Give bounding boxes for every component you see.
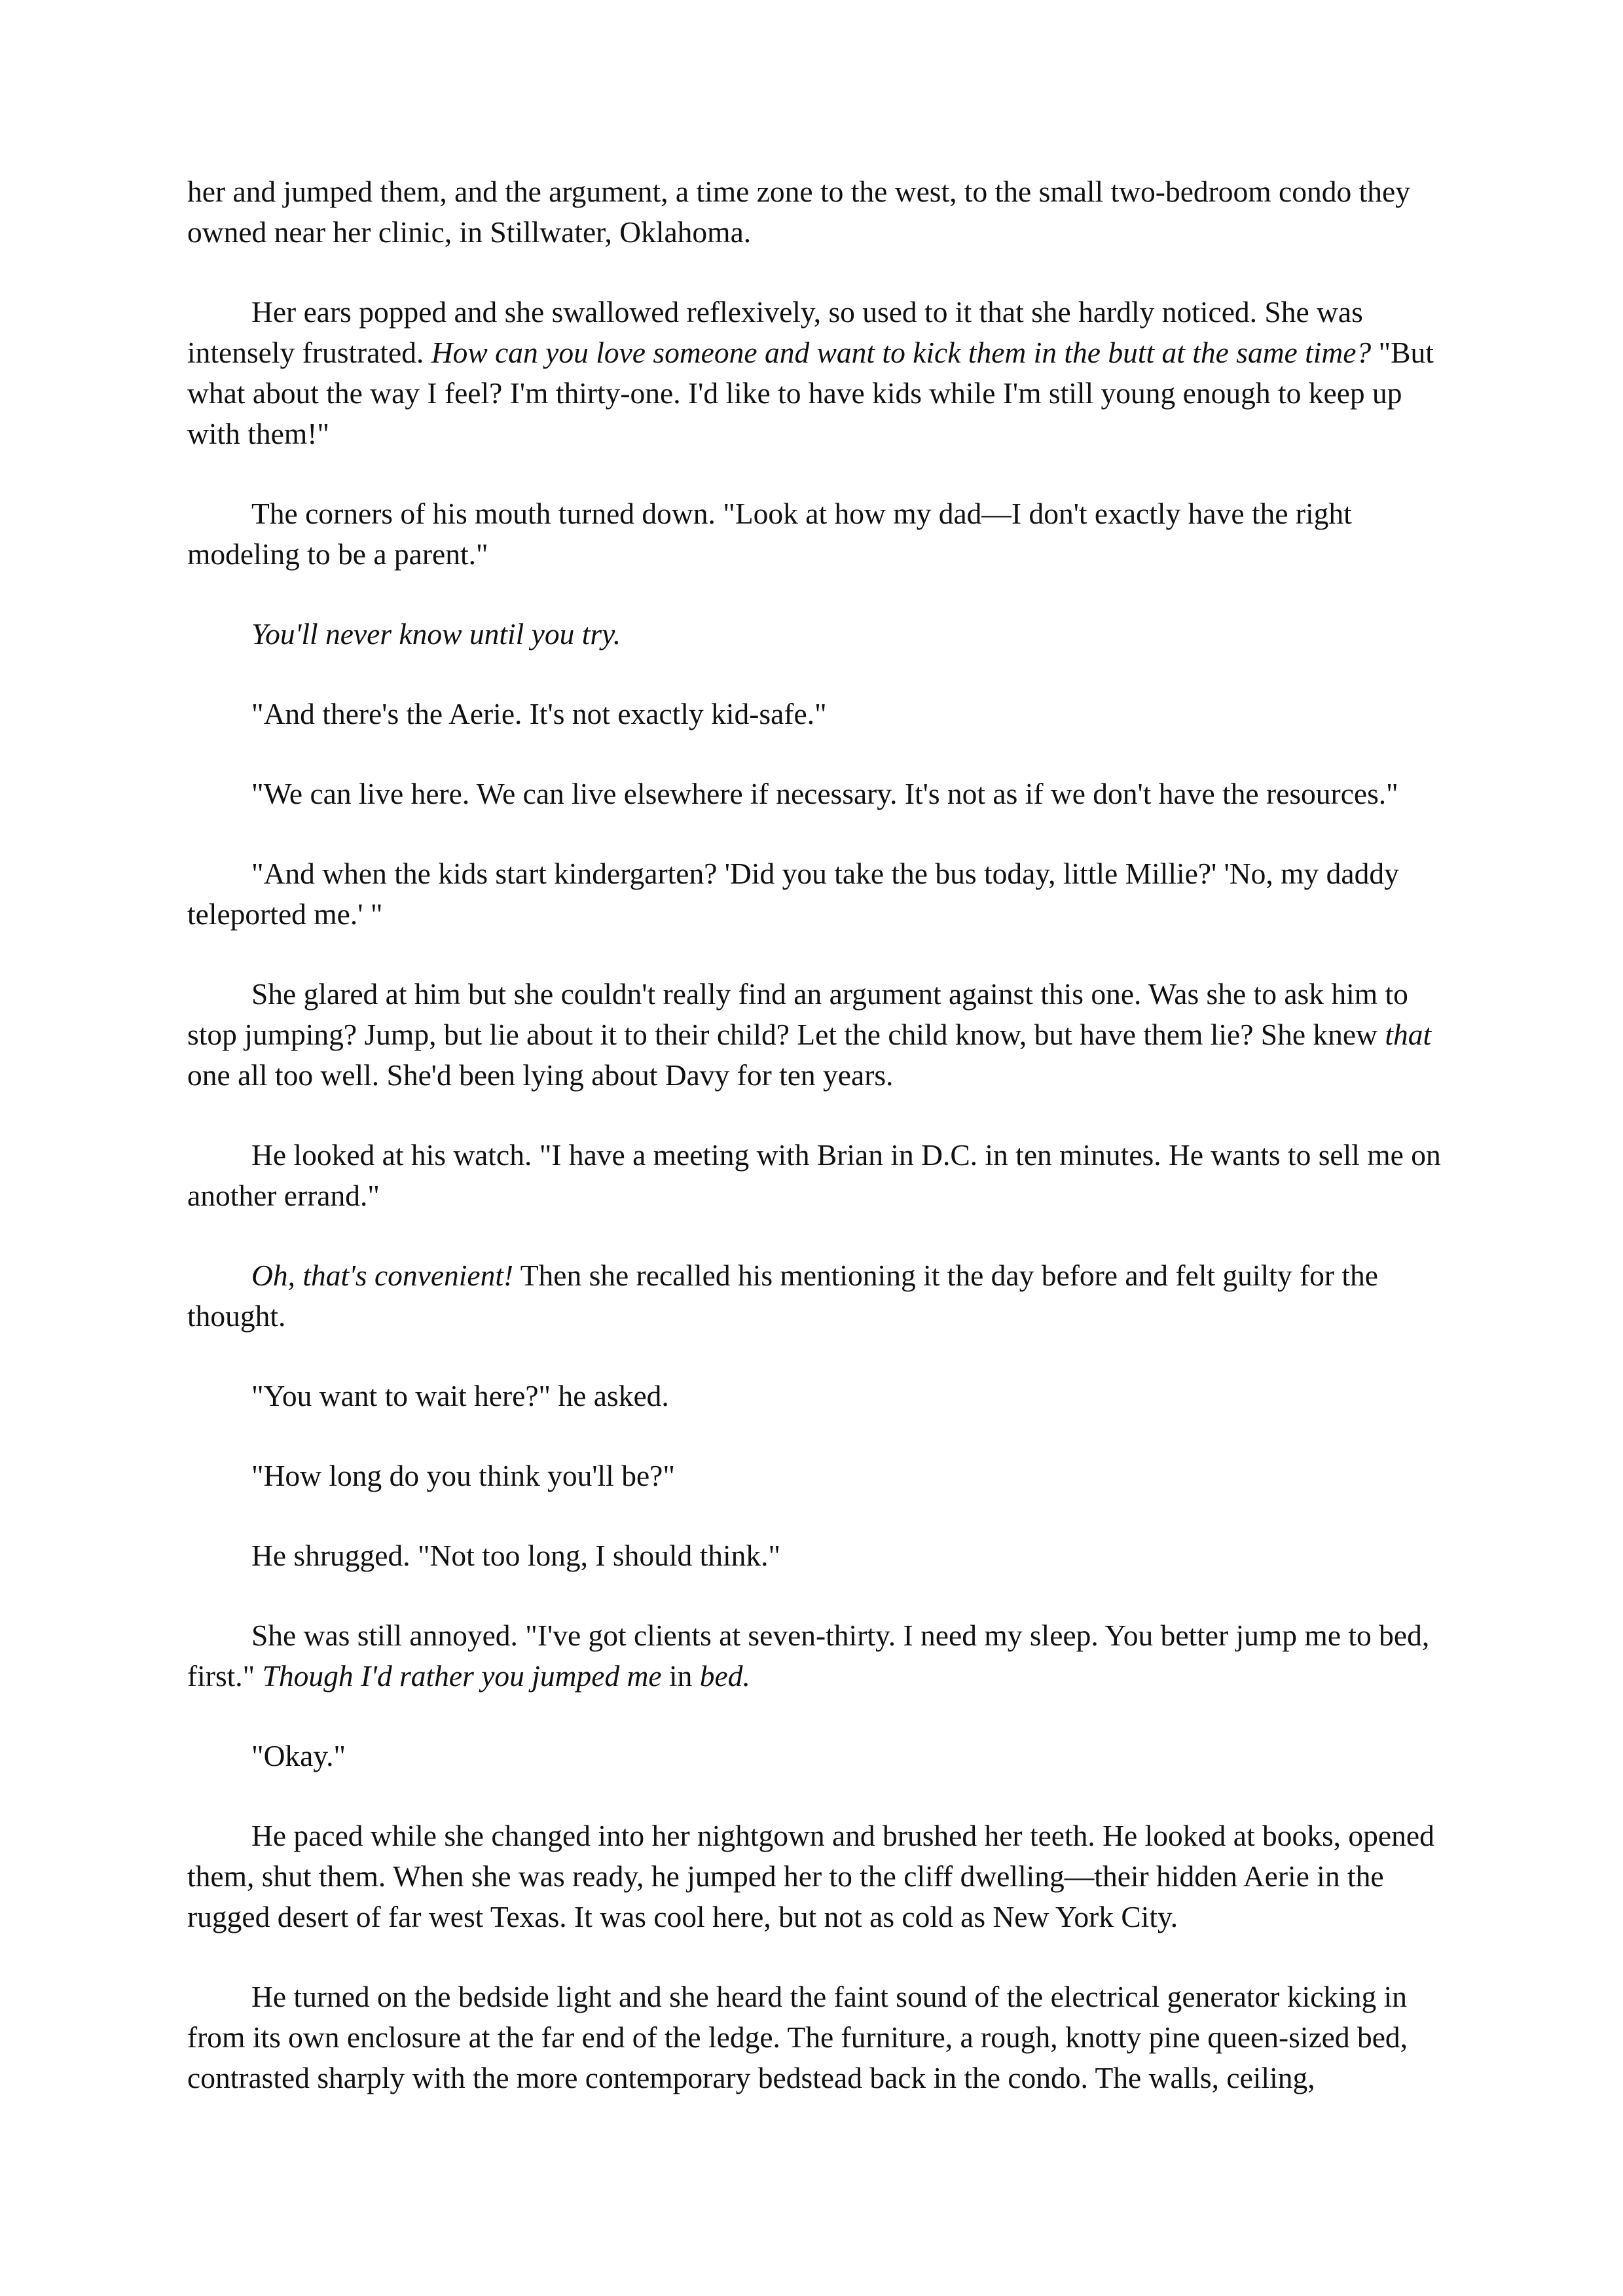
paragraph (187, 1376, 1447, 1416)
text-run: her and jumped them, and the argument, a time zone to the west, to the small two-bedroom condo they owned near her clinic, in Stillwater, Oklahoma. (187, 175, 1410, 249)
text-run: He shrugged. "Not too long, I should think." (251, 1539, 781, 1572)
text-run: She glared at him but she couldn't really find an argument against this one. Was she to ask him to stop jumping? Jump, but lie about it to their child? Let the child know, but have them lie? She knew (187, 977, 1408, 1051)
text-run: "And when the kids start kindergarten? 'Did you take the bus today, little Millie?' 'No, my daddy teleported me.' " (187, 857, 1399, 931)
text-run: The corners of his mouth turned down. "Look at how my dad—I don't exactly have the right modeling to be a parent." (187, 497, 1352, 571)
paragraph (187, 1535, 1447, 1576)
paragraph (187, 774, 1447, 814)
paragraph (187, 1456, 1447, 1496)
paragraph (187, 171, 1447, 253)
paragraph (187, 1255, 1447, 1336)
italic-text: Oh, that's convenient! (251, 1259, 514, 1292)
text-run: "You want to wait here?" he asked. (251, 1379, 669, 1412)
paragraph (187, 974, 1447, 1096)
text-run: "Okay." (251, 1739, 346, 1772)
text-run: Then she recalled his mentioning it the day before and felt guilty for the thought. (187, 1259, 1378, 1333)
text-run: He paced while she changed into her nightgown and brushed her teeth. He looked at books, opened them, shut them. When she was ready, he jumped her to the cliff dwelling—their hidden Aerie in the rugged desert of far west Texas. It was cool here, but not as cold as New York City. (187, 1819, 1434, 1933)
paragraph (187, 292, 1447, 454)
text-run: He looked at his watch. "I have a meeting with Brian in D.C. in ten minutes. He wants to sell me on another errand." (187, 1138, 1441, 1212)
paragraph (187, 493, 1447, 575)
paragraph (187, 1977, 1447, 2098)
text-run: one all too well. She'd been lying about Davy for ten years. (187, 1058, 894, 1092)
text-run: He turned on the bedside light and she heard the faint sound of the electrical generator kicking in from its own enclosure at the far end of the ledge. The furniture, a rough, knotty pine queen-sized bed, contrasted sharply with the more contemporary bedstead back in the condo. The walls, ceiling, (187, 1980, 1408, 2094)
text-run: in (661, 1659, 700, 1693)
italic-text: You'll never know until you try. (251, 617, 621, 651)
paragraph (187, 694, 1447, 734)
text-run: "And there's the Aerie. It's not exactly kid-safe." (251, 697, 827, 730)
text-run: "But what about the way I feel? I'm thirty-one. I'd like to have kids while I'm still young enough to keep up with them!" (187, 336, 1434, 450)
document-page (187, 171, 1447, 2138)
text-run: "How long do you think you'll be?" (251, 1459, 675, 1492)
italic-text: How can you love someone and want to kick them in the butt at the same time? (431, 336, 1372, 369)
text-run: Her ears popped and she swallowed reflexively, so used to it that she hardly noticed. She was intensely frustrated. (187, 295, 1363, 369)
text-run: "We can live here. We can live elsewhere if necessary. It's not as if we don't have the resources." (251, 777, 1398, 810)
italic-text: bed. (699, 1659, 750, 1693)
text-run: She was still annoyed. "I've got clients at seven-thirty. I need my sleep. You better jump me to bed, first." (187, 1619, 1430, 1693)
italic-text: Though I'd rather you jumped me (262, 1659, 662, 1693)
italic-text: that (1385, 1018, 1432, 1051)
paragraph (187, 853, 1447, 935)
paragraph (187, 1816, 1447, 1937)
paragraph (187, 1615, 1447, 1696)
paragraph (187, 1135, 1447, 1216)
paragraph (187, 1736, 1447, 1776)
paragraph (187, 614, 1447, 655)
